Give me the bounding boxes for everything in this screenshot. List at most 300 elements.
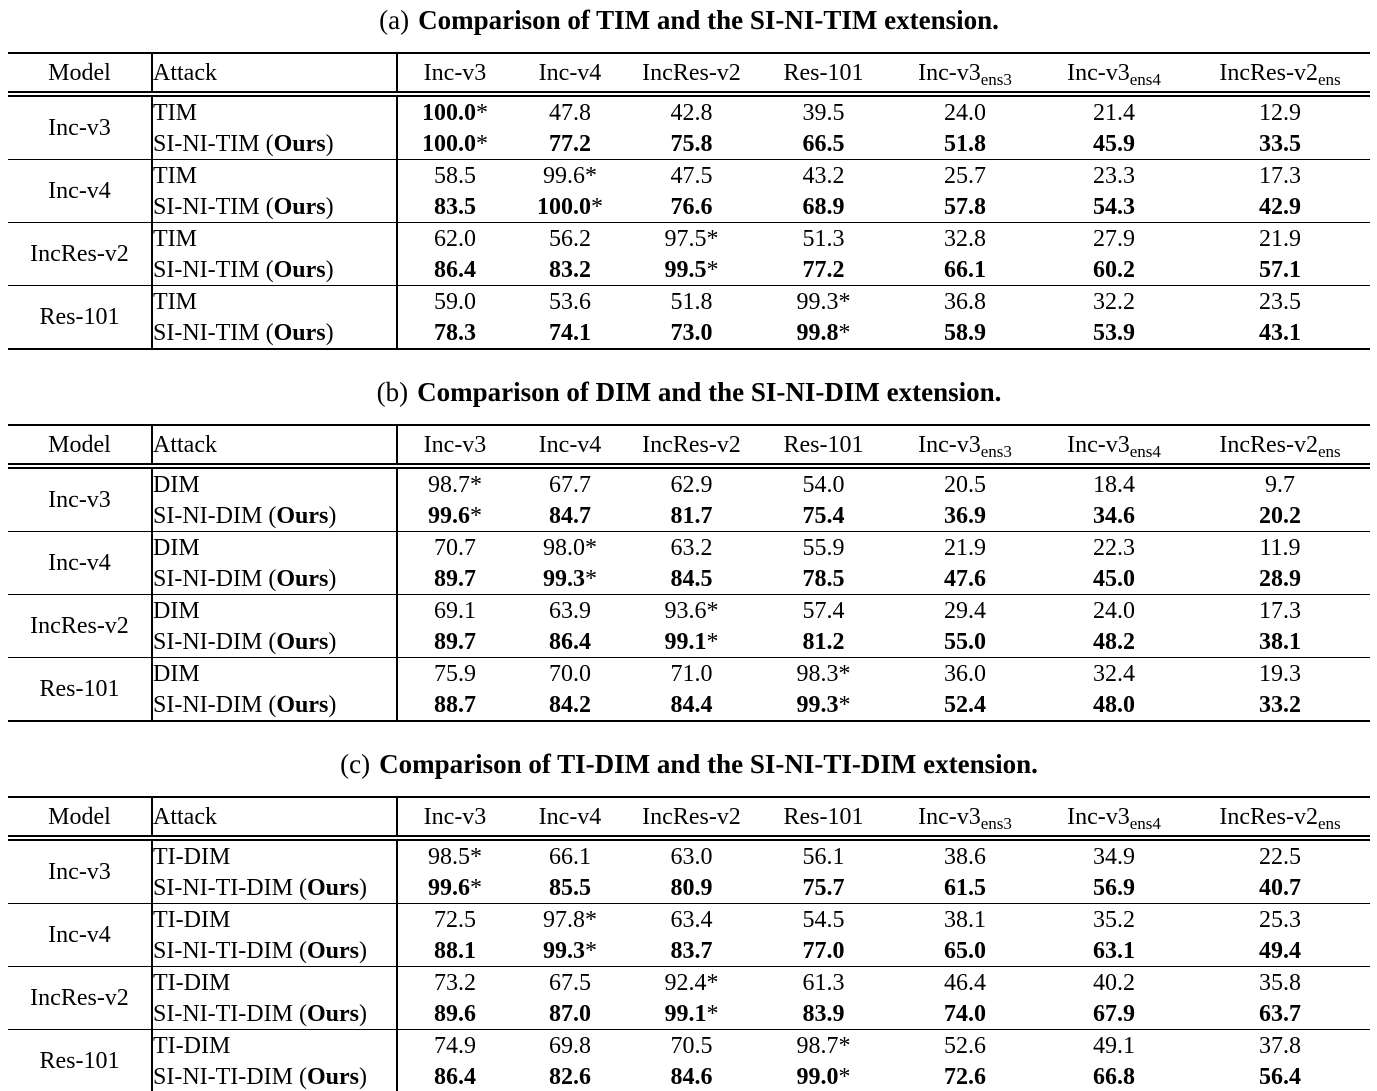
value-cell: 100.0* bbox=[397, 94, 512, 128]
table-row bbox=[8, 532, 1370, 564]
value-bold: 34.6 bbox=[1093, 502, 1135, 529]
ours-label: Ours bbox=[306, 1063, 359, 1090]
attack-cell: DIM bbox=[152, 532, 397, 564]
value-bold: 61.5 bbox=[944, 874, 986, 901]
value-bold: 99.5 bbox=[664, 256, 707, 283]
attack-cell: TIM bbox=[152, 223, 397, 255]
model-cell: IncRes-v2 bbox=[8, 223, 152, 286]
col-header-target-model bbox=[1038, 797, 1190, 838]
col-header-label: Inc-v3 bbox=[1067, 431, 1130, 458]
value-cell: 99.6* bbox=[428, 874, 482, 901]
col-header-target-model bbox=[1038, 53, 1190, 94]
value-bold: 89.7 bbox=[434, 628, 476, 655]
table-c-body bbox=[8, 838, 1370, 1091]
col-header-label: IncRes-v2 bbox=[1219, 431, 1318, 458]
value-cell bbox=[628, 689, 755, 721]
value-cell bbox=[1190, 563, 1370, 595]
value-bold: 83.5 bbox=[434, 193, 476, 220]
value-cell: 63.9 bbox=[512, 595, 628, 627]
value-cell bbox=[1190, 935, 1370, 967]
value-cell: 54.5 bbox=[755, 904, 892, 936]
value-cell: 75.9 bbox=[397, 658, 512, 690]
value-cell bbox=[512, 128, 628, 160]
value-bold: 78.5 bbox=[802, 565, 845, 592]
value-cell: 36.0 bbox=[892, 658, 1038, 690]
value-cell: 99.6* bbox=[512, 160, 628, 192]
col-header-attack: Attack bbox=[152, 425, 397, 466]
value-cell: 46.4 bbox=[892, 967, 1038, 999]
model-cell: Inc-v3 bbox=[8, 838, 152, 904]
header-row bbox=[8, 797, 1370, 838]
value-bold: 87.0 bbox=[549, 1000, 591, 1027]
value-cell bbox=[512, 317, 628, 349]
value-cell: 56.1 bbox=[755, 838, 892, 872]
ours-label: Ours bbox=[276, 565, 329, 592]
table-row bbox=[8, 967, 1370, 999]
value-cell: 100.0* bbox=[537, 193, 603, 220]
value-cell bbox=[1038, 563, 1190, 595]
value-cell: 43.2 bbox=[755, 160, 892, 192]
value-bold: 49.4 bbox=[1259, 937, 1301, 964]
col-header-label: Inc-v3 bbox=[918, 431, 981, 458]
table-row bbox=[8, 689, 1370, 721]
col-header-label: Inc-v4 bbox=[538, 431, 602, 458]
value-cell: 12.9 bbox=[1190, 94, 1370, 128]
value-cell bbox=[628, 128, 755, 160]
ours-label: Ours bbox=[276, 502, 329, 529]
value-bold: 45.9 bbox=[1093, 130, 1135, 157]
attack-cell: TIM bbox=[152, 160, 397, 192]
attack-cell: TI-DIM bbox=[152, 904, 397, 936]
value-cell: 49.1 bbox=[1038, 1030, 1190, 1062]
attack-cell: SI-NI-DIM (Ours) bbox=[152, 500, 397, 532]
value-cell: 23.3 bbox=[1038, 160, 1190, 192]
value-cell bbox=[628, 872, 755, 904]
col-header-subscript: ens4 bbox=[1129, 441, 1161, 461]
value-bold: 68.9 bbox=[802, 193, 845, 220]
col-header-label: Inc-v3 bbox=[918, 803, 981, 830]
table-row bbox=[8, 1061, 1370, 1091]
col-header-label: Inc-v3 bbox=[1067, 59, 1130, 86]
value-cell: 99.1* bbox=[664, 628, 719, 655]
attack-cell: TIM bbox=[152, 286, 397, 318]
value-cell: 99.6* bbox=[428, 502, 482, 529]
value-bold: 89.6 bbox=[434, 1000, 476, 1027]
value-bold: 86.4 bbox=[549, 628, 591, 655]
value-bold: 99.1 bbox=[664, 1000, 707, 1027]
value-cell: 62.0 bbox=[397, 223, 512, 255]
table-row bbox=[8, 563, 1370, 595]
col-header-target-model bbox=[512, 797, 628, 838]
value-cell: 51.3 bbox=[755, 223, 892, 255]
ours-label: Ours bbox=[273, 256, 326, 283]
col-header-label: Inc-v3 bbox=[918, 59, 981, 86]
value-cell bbox=[892, 500, 1038, 532]
value-cell bbox=[397, 935, 512, 967]
attack-cell: SI-NI-TI-DIM (Ours) bbox=[152, 935, 397, 967]
value-cell bbox=[892, 935, 1038, 967]
value-bold: 20.2 bbox=[1259, 502, 1301, 529]
value-bold: 86.4 bbox=[434, 1063, 476, 1090]
col-header-target-model bbox=[755, 797, 892, 838]
caption-title: Comparison of TIM and the SI-NI-TIM extension. bbox=[418, 5, 999, 35]
col-header-label: Inc-v4 bbox=[538, 59, 602, 86]
value-bold: 83.9 bbox=[802, 1000, 845, 1027]
col-header-label: Inc-v3 bbox=[423, 431, 487, 458]
header-row bbox=[8, 425, 1370, 466]
col-header-subscript: ens3 bbox=[980, 813, 1012, 833]
value-cell: 20.5 bbox=[892, 466, 1038, 500]
value-cell bbox=[1038, 500, 1190, 532]
value-bold: 84.5 bbox=[670, 565, 713, 592]
ours-label: Ours bbox=[306, 874, 359, 901]
value-cell: 92.4* bbox=[628, 967, 755, 999]
value-bold: 56.9 bbox=[1093, 874, 1135, 901]
value-cell: 29.4 bbox=[892, 595, 1038, 627]
ours-label: Ours bbox=[273, 193, 326, 220]
value-bold: 86.4 bbox=[434, 256, 476, 283]
value-cell: 32.2 bbox=[1038, 286, 1190, 318]
col-header-subscript: ens bbox=[1317, 813, 1341, 833]
value-bold: 83.7 bbox=[670, 937, 713, 964]
value-cell: 69.8 bbox=[512, 1030, 628, 1062]
value-bold: 73.0 bbox=[670, 319, 713, 346]
col-header-label: Res-101 bbox=[783, 59, 864, 86]
value-cell: 99.3* bbox=[796, 691, 851, 718]
value-cell bbox=[1038, 128, 1190, 160]
table-row bbox=[8, 128, 1370, 160]
value-cell: 34.9 bbox=[1038, 838, 1190, 872]
table-row bbox=[8, 191, 1370, 223]
results-table-a bbox=[8, 52, 1370, 350]
value-cell bbox=[755, 563, 892, 595]
value-bold: 63.1 bbox=[1093, 937, 1135, 964]
value-cell: 99.5* bbox=[664, 256, 719, 283]
section-table-b bbox=[8, 376, 1370, 722]
value-cell: 100.0* bbox=[422, 130, 488, 157]
col-header-label: IncRes-v2 bbox=[642, 431, 741, 458]
value-cell: 22.5 bbox=[1190, 838, 1370, 872]
value-bold: 88.7 bbox=[434, 691, 476, 718]
value-cell bbox=[512, 500, 628, 532]
value-cell bbox=[397, 191, 512, 223]
value-bold: 75.8 bbox=[670, 130, 713, 157]
value-cell: 40.2 bbox=[1038, 967, 1190, 999]
value-cell: 55.9 bbox=[755, 532, 892, 564]
col-header-target-model bbox=[755, 53, 892, 94]
col-header-target-model bbox=[1190, 425, 1370, 466]
value-bold: 65.0 bbox=[944, 937, 986, 964]
value-bold: 28.9 bbox=[1259, 565, 1301, 592]
value-cell: 99.3* bbox=[755, 286, 892, 318]
col-header-label: IncRes-v2 bbox=[1219, 803, 1318, 830]
attack-cell: TI-DIM bbox=[152, 967, 397, 999]
col-header-subscript: ens4 bbox=[1129, 69, 1161, 89]
value-cell bbox=[892, 689, 1038, 721]
value-bold: 47.6 bbox=[944, 565, 986, 592]
value-bold: 33.2 bbox=[1259, 691, 1301, 718]
value-cell bbox=[628, 563, 755, 595]
value-bold: 84.2 bbox=[549, 691, 591, 718]
table-row bbox=[8, 904, 1370, 936]
value-cell: 63.0 bbox=[628, 838, 755, 872]
value-cell bbox=[512, 626, 628, 658]
value-cell: 63.4 bbox=[628, 904, 755, 936]
value-cell: 98.5* bbox=[397, 838, 512, 872]
value-bold: 57.8 bbox=[944, 193, 986, 220]
value-bold: 75.7 bbox=[802, 874, 845, 901]
col-header-target-model bbox=[628, 797, 755, 838]
value-bold: 80.9 bbox=[670, 874, 713, 901]
col-header-label: Inc-v3 bbox=[423, 59, 487, 86]
value-bold: 52.4 bbox=[944, 691, 986, 718]
value-cell: 21.4 bbox=[1038, 94, 1190, 128]
col-header-subscript: ens4 bbox=[1129, 813, 1161, 833]
value-bold: 100.0 bbox=[422, 99, 476, 126]
value-cell bbox=[892, 1061, 1038, 1091]
value-cell bbox=[1038, 626, 1190, 658]
value-cell: 70.0 bbox=[512, 658, 628, 690]
value-cell bbox=[397, 689, 512, 721]
value-cell bbox=[755, 872, 892, 904]
col-header-model: Model bbox=[8, 797, 152, 838]
table-row bbox=[8, 998, 1370, 1030]
value-bold: 99.6 bbox=[428, 502, 470, 529]
table-a-body bbox=[8, 94, 1370, 349]
attack-cell: TI-DIM bbox=[152, 1030, 397, 1062]
results-table-b bbox=[8, 424, 1370, 722]
attack-cell: SI-NI-DIM (Ours) bbox=[152, 563, 397, 595]
col-header-label: IncRes-v2 bbox=[642, 59, 741, 86]
value-bold: 66.8 bbox=[1093, 1063, 1135, 1090]
value-cell: 66.1 bbox=[512, 838, 628, 872]
value-cell: 39.5 bbox=[755, 94, 892, 128]
attack-cell: SI-NI-TIM (Ours) bbox=[152, 254, 397, 286]
value-bold: 56.4 bbox=[1259, 1063, 1301, 1090]
value-cell: 32.4 bbox=[1038, 658, 1190, 690]
value-cell bbox=[892, 317, 1038, 349]
col-header-target-model bbox=[892, 425, 1038, 466]
attack-cell: TIM bbox=[152, 94, 397, 128]
col-header-target-model bbox=[1190, 797, 1370, 838]
table-row bbox=[8, 223, 1370, 255]
value-cell bbox=[892, 872, 1038, 904]
value-bold: 100.0 bbox=[537, 193, 591, 220]
value-cell: 17.3 bbox=[1190, 595, 1370, 627]
table-row bbox=[8, 317, 1370, 349]
table-row bbox=[8, 254, 1370, 286]
attack-cell: SI-NI-TI-DIM (Ours) bbox=[152, 872, 397, 904]
value-cell bbox=[755, 191, 892, 223]
model-cell: Inc-v4 bbox=[8, 532, 152, 595]
value-cell bbox=[397, 254, 512, 286]
table-a-caption bbox=[8, 4, 1370, 36]
value-bold: 33.5 bbox=[1259, 130, 1301, 157]
col-header-label: Res-101 bbox=[783, 431, 864, 458]
model-cell: IncRes-v2 bbox=[8, 595, 152, 658]
table-row bbox=[8, 658, 1370, 690]
value-cell bbox=[1038, 317, 1190, 349]
value-cell: 52.6 bbox=[892, 1030, 1038, 1062]
value-bold: 77.0 bbox=[802, 937, 845, 964]
col-header-target-model bbox=[397, 53, 512, 94]
value-cell: 99.1* bbox=[664, 1000, 719, 1027]
value-cell bbox=[755, 998, 892, 1030]
value-cell bbox=[1190, 500, 1370, 532]
caption-title: Comparison of DIM and the SI-NI-DIM extension. bbox=[417, 377, 1002, 407]
value-bold: 78.3 bbox=[434, 319, 476, 346]
value-bold: 84.6 bbox=[670, 1063, 713, 1090]
value-cell: 58.5 bbox=[397, 160, 512, 192]
table-row bbox=[8, 160, 1370, 192]
value-cell bbox=[1190, 872, 1370, 904]
value-cell: 98.3* bbox=[755, 658, 892, 690]
value-cell: 38.6 bbox=[892, 838, 1038, 872]
value-cell: 21.9 bbox=[1190, 223, 1370, 255]
value-bold: 38.1 bbox=[1259, 628, 1301, 655]
value-cell: 36.8 bbox=[892, 286, 1038, 318]
value-bold: 51.8 bbox=[944, 130, 986, 157]
value-bold: 84.7 bbox=[549, 502, 591, 529]
col-header-subscript: ens3 bbox=[980, 69, 1012, 89]
table-row bbox=[8, 94, 1370, 128]
value-cell: 98.7* bbox=[397, 466, 512, 500]
col-header-target-model bbox=[892, 797, 1038, 838]
table-row bbox=[8, 935, 1370, 967]
value-cell bbox=[1190, 998, 1370, 1030]
value-bold: 99.3 bbox=[543, 937, 585, 964]
value-bold: 99.1 bbox=[664, 628, 707, 655]
value-cell: 98.7* bbox=[755, 1030, 892, 1062]
value-bold: 63.7 bbox=[1259, 1000, 1301, 1027]
table-row bbox=[8, 286, 1370, 318]
value-cell bbox=[628, 500, 755, 532]
value-cell: 51.8 bbox=[628, 286, 755, 318]
value-cell: 97.8* bbox=[512, 904, 628, 936]
value-cell: 74.9 bbox=[397, 1030, 512, 1062]
value-cell bbox=[1190, 254, 1370, 286]
value-bold: 67.9 bbox=[1093, 1000, 1135, 1027]
value-bold: 89.7 bbox=[434, 565, 476, 592]
col-header-target-model bbox=[628, 425, 755, 466]
value-cell bbox=[892, 254, 1038, 286]
value-cell: 69.1 bbox=[397, 595, 512, 627]
caption-title: Comparison of TI-DIM and the SI-NI-TI-DIM extension. bbox=[379, 749, 1038, 779]
value-cell bbox=[1038, 935, 1190, 967]
value-cell bbox=[892, 128, 1038, 160]
value-cell: 99.0* bbox=[796, 1063, 851, 1090]
value-cell bbox=[755, 128, 892, 160]
value-bold: 58.9 bbox=[944, 319, 986, 346]
table-row bbox=[8, 626, 1370, 658]
value-cell bbox=[755, 935, 892, 967]
value-cell: 25.3 bbox=[1190, 904, 1370, 936]
value-cell: 19.3 bbox=[1190, 658, 1370, 690]
value-bold: 60.2 bbox=[1093, 256, 1135, 283]
value-bold: 74.0 bbox=[944, 1000, 986, 1027]
col-header-label: Res-101 bbox=[783, 803, 864, 830]
value-cell: 23.5 bbox=[1190, 286, 1370, 318]
table-a-header bbox=[8, 53, 1370, 94]
model-cell: Res-101 bbox=[8, 1030, 152, 1091]
value-cell: 47.5 bbox=[628, 160, 755, 192]
value-cell: 73.2 bbox=[397, 967, 512, 999]
value-cell bbox=[512, 998, 628, 1030]
value-cell bbox=[892, 626, 1038, 658]
value-bold: 88.1 bbox=[434, 937, 476, 964]
table-row bbox=[8, 872, 1370, 904]
value-cell: 67.5 bbox=[512, 967, 628, 999]
value-cell bbox=[397, 563, 512, 595]
value-bold: 75.4 bbox=[802, 502, 845, 529]
attack-cell: SI-NI-TI-DIM (Ours) bbox=[152, 998, 397, 1030]
results-table-c bbox=[8, 796, 1370, 1091]
section-table-a bbox=[8, 4, 1370, 350]
value-cell bbox=[1038, 1061, 1190, 1091]
value-bold: 48.2 bbox=[1093, 628, 1135, 655]
value-cell bbox=[628, 317, 755, 349]
value-bold: 66.1 bbox=[944, 256, 986, 283]
value-bold: 84.4 bbox=[670, 691, 713, 718]
value-bold: 74.1 bbox=[549, 319, 591, 346]
value-cell bbox=[628, 191, 755, 223]
value-cell: 63.2 bbox=[628, 532, 755, 564]
value-cell: 67.7 bbox=[512, 466, 628, 500]
table-row bbox=[8, 838, 1370, 872]
value-cell: 70.7 bbox=[397, 532, 512, 564]
value-cell bbox=[1038, 689, 1190, 721]
value-cell: 27.9 bbox=[1038, 223, 1190, 255]
value-cell bbox=[1190, 191, 1370, 223]
col-header-target-model bbox=[892, 53, 1038, 94]
value-cell bbox=[397, 317, 512, 349]
value-cell: 98.0* bbox=[512, 532, 628, 564]
col-header-label: IncRes-v2 bbox=[642, 803, 741, 830]
table-row bbox=[8, 466, 1370, 500]
value-bold: 76.6 bbox=[670, 193, 713, 220]
attack-cell: DIM bbox=[152, 466, 397, 500]
caption-index-label: (c) bbox=[340, 749, 371, 779]
ours-label: Ours bbox=[306, 937, 359, 964]
value-bold: 100.0 bbox=[422, 130, 476, 157]
value-bold: 85.5 bbox=[549, 874, 591, 901]
table-row bbox=[8, 1030, 1370, 1062]
value-cell bbox=[628, 935, 755, 967]
value-bold: 82.6 bbox=[549, 1063, 591, 1090]
value-cell: 53.6 bbox=[512, 286, 628, 318]
ours-label: Ours bbox=[276, 691, 329, 718]
value-cell: 38.1 bbox=[892, 904, 1038, 936]
value-bold: 83.2 bbox=[549, 256, 591, 283]
value-cell: 57.4 bbox=[755, 595, 892, 627]
col-header-subscript: ens3 bbox=[980, 441, 1012, 461]
value-bold: 43.1 bbox=[1259, 319, 1301, 346]
value-cell bbox=[397, 1061, 512, 1091]
table-c-header bbox=[8, 797, 1370, 838]
model-cell: Inc-v4 bbox=[8, 904, 152, 967]
col-header-target-model bbox=[397, 797, 512, 838]
value-cell bbox=[1038, 998, 1190, 1030]
caption-index-label: (a) bbox=[379, 5, 410, 35]
value-bold: 40.7 bbox=[1259, 874, 1301, 901]
value-cell bbox=[1190, 689, 1370, 721]
value-cell bbox=[1038, 191, 1190, 223]
value-cell: 97.5* bbox=[628, 223, 755, 255]
value-cell: 70.5 bbox=[628, 1030, 755, 1062]
value-cell: 35.8 bbox=[1190, 967, 1370, 999]
value-cell: 71.0 bbox=[628, 658, 755, 690]
value-cell: 11.9 bbox=[1190, 532, 1370, 564]
